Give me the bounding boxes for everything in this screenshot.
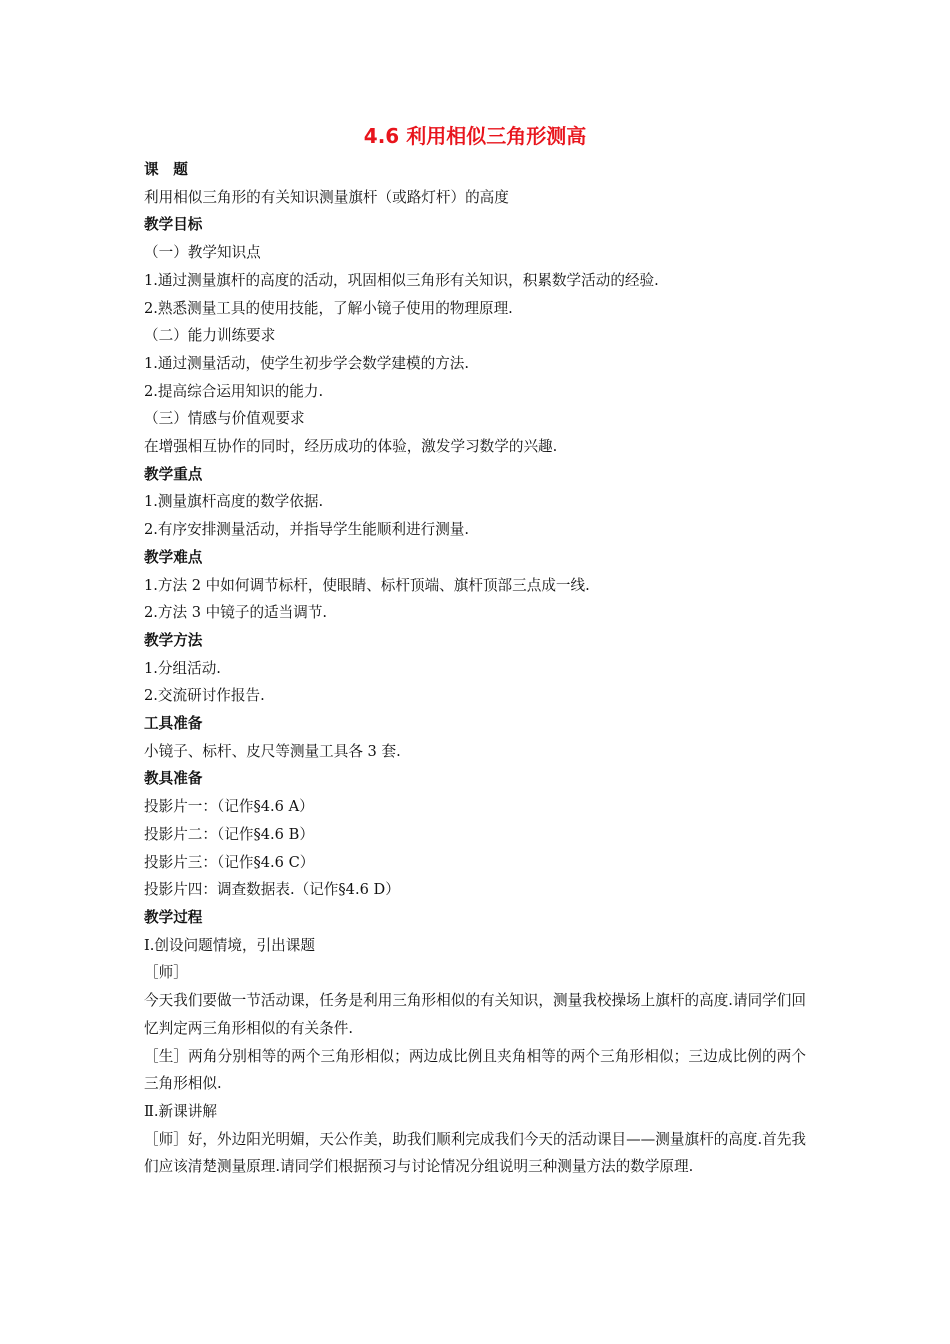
teaching-aid-1: 投影片一：（记作§4.6 A） [144,798,314,816]
difficulty-1: 1.方法 2 中如何调节标杆，使眼睛、标杆顶端、旗杆顶部三点成一线. [144,576,590,594]
teaching-aid-2: 投影片二：（记作§4.6 B） [144,825,314,843]
goal2-item-2: 2.提高综合运用知识的能力. [144,382,324,400]
difficulties-heading: 教学难点 [144,548,203,566]
process-part-1: Ⅰ.创设问题情境，引出课题 [144,936,315,954]
goal2-heading: （二）能力训练要求 [144,327,276,345]
process-paragraph-2: ［生］两角分别相等的两个三角形相似；两边成比例且夹角相等的两个三角形相似；三边成比例的两个三角形相似. [144,1047,806,1093]
document-title: 4.6 利用相似三角形测高 [363,124,587,148]
method-2: 2.交流研讨作报告. [144,687,265,705]
goal1-item-2: 2.熟悉测量工具的使用技能，了解小镜子使用的物理原理. [144,299,513,317]
goal3-item-1: 在增强相互协作的同时，经历成功的体验，激发学习数学的兴趣. [144,438,558,456]
topic-heading: 课 题 [144,161,188,178]
process-teacher-label: ［师］ [144,964,188,982]
process-heading: 教学过程 [144,908,203,926]
tools-heading: 工具准备 [144,715,203,733]
process-paragraph-1: 今天我们要做一节活动课，任务是利用三角形相似的有关知识，测量我校操场上旗杆的高度.请同学们回忆判定两三角形相似的有关条件. [144,992,806,1037]
teaching-aids-heading: 教具准备 [144,770,203,788]
document-page [144,118,806,1181]
tools-text: 小镜子、标杆、皮尺等测量工具各 3 套. [144,742,401,760]
topic-text: 利用相似三角形的有关知识测量旗杆（或路灯杆）的高度 [144,188,509,206]
difficulty-2: 2.方法 3 中镜子的适当调节. [144,604,328,622]
method-1: 1.分组活动. [144,659,221,677]
key-point-2: 2.有序安排测量活动，并指导学生能顺利进行测量. [144,521,470,539]
goals-heading: 教学目标 [144,216,203,234]
teaching-aid-4: 投影片四：调查数据表.（记作§4.6 D） [144,881,400,899]
process-part-2: Ⅱ.新课讲解 [144,1102,217,1120]
methods-heading: 教学方法 [144,631,203,649]
key-points-heading: 教学重点 [144,465,203,483]
process-paragraph-3: ［师］好，外边阳光明媚，天公作美，助我们顺利完成我们今天的活动课目——测量旗杆的高度.首先我们应该清楚测量原理.请同学们根据预习与讨论情况分组说明三种测量方法的数学原理. [144,1130,806,1176]
goal3-heading: （三）情感与价值观要求 [144,410,305,428]
goal1-heading: （一）教学知识点 [144,244,261,262]
key-point-1: 1.测量旗杆高度的数学依据. [144,493,324,511]
teaching-aid-3: 投影片三：（记作§4.6 C） [144,853,315,871]
goal1-item-1: 1.通过测量旗杆的高度的活动，巩固相似三角形有关知识，积累数学活动的经验. [144,271,659,289]
goal2-item-1: 1.通过测量活动，使学生初步学会数学建模的方法. [144,354,470,372]
